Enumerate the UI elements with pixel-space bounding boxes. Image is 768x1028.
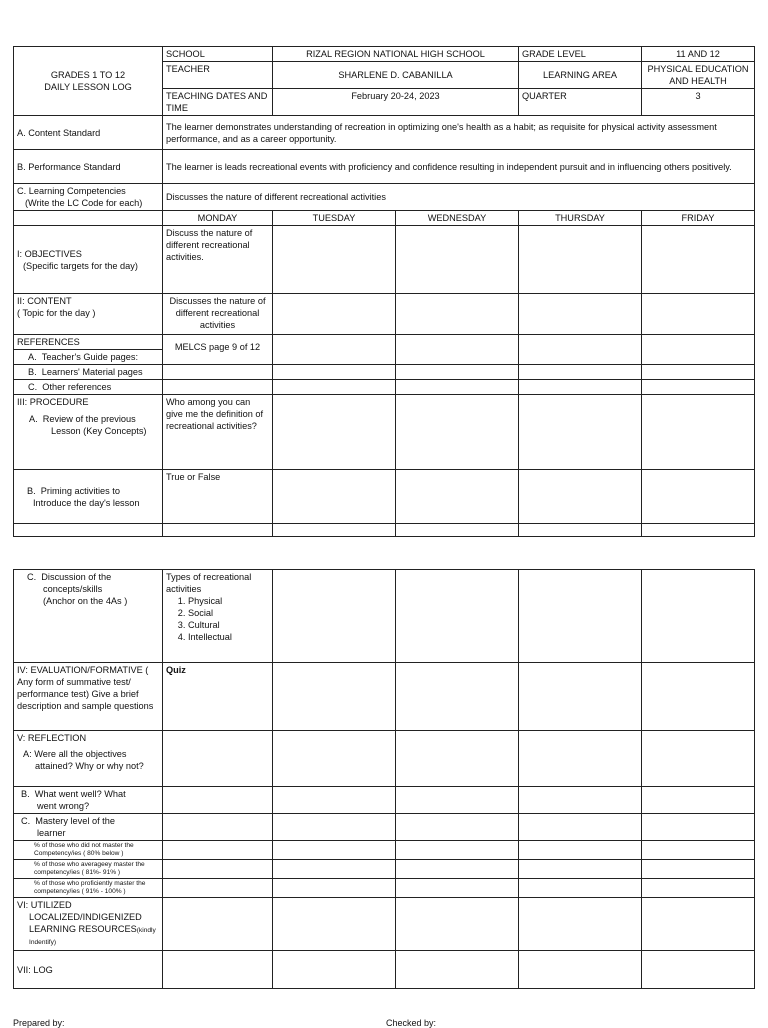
objectives-tuesday: [273, 226, 396, 294]
learners-material-wednesday: [396, 365, 519, 380]
priming-label-line2: Introduce the day's lesson: [33, 497, 140, 508]
review-tuesday: [273, 395, 396, 470]
content-thursday: [519, 294, 642, 335]
mastery-not-master-label: % of those who did not master the Competency/ies ( 80% below ): [14, 841, 163, 860]
learning-area-value: PHYSICAL EDUCATION AND HEALTH: [642, 62, 755, 89]
log-title-line1: GRADES 1 TO 12: [50, 70, 126, 80]
content-label-line2: ( Topic for the day ): [17, 308, 96, 318]
reflection-b-label: [14, 787, 163, 814]
average-monday: [163, 860, 273, 879]
review-label-line2: Lesson (Key Concepts): [51, 426, 147, 436]
references-label-text: REFERENCES: [17, 337, 80, 347]
other-references-label: C. Other references: [14, 380, 163, 395]
learners-material-friday: [642, 365, 755, 380]
blank-row-label: [14, 524, 163, 537]
performance-standard-value: The learner is leads recreational events with proficiency and confidence resulting in independent pursuit and in influencing others positively.: [163, 150, 755, 184]
learning-competencies-value: Discusses the nature of different recreational activities: [163, 184, 755, 211]
other-references-thursday: [519, 380, 642, 395]
learners-material-thursday: [519, 365, 642, 380]
other-references-monday: [163, 380, 273, 395]
log-title-line2: DAILY LESSON LOG: [44, 82, 132, 92]
objectives-label-line2: (Specific targets for the day): [23, 260, 138, 271]
reflection-a-tuesday: [273, 731, 396, 787]
blank-row-monday: [163, 524, 273, 537]
day-header-friday: FRIDAY: [642, 211, 755, 226]
list-item: 4. Intellectual: [188, 631, 269, 643]
reflection-b-line1: B. What went well? What: [21, 789, 126, 799]
prepared-by-label: Prepared by:: [13, 1018, 65, 1028]
not-master-thursday: [519, 841, 642, 860]
evaluation-tuesday: [273, 663, 396, 731]
log-label: VII: LOG: [14, 951, 163, 989]
performance-standard-label: B. Performance Standard: [14, 150, 163, 184]
not-master-monday: [163, 841, 273, 860]
priming-monday: True or False: [163, 470, 273, 524]
learners-material-monday: [163, 365, 273, 380]
teacher-value: SHARLENE D. CABANILLA: [273, 62, 519, 89]
references-wednesday: [396, 335, 519, 365]
references-monday: MELCS page 9 of 12: [163, 335, 273, 365]
proficient-wednesday: [396, 879, 519, 898]
reflection-a-line2: attained? Why or why not?: [35, 761, 144, 771]
learning-area-label: LEARNING AREA: [519, 62, 642, 89]
mastery-average-label: % of those who averageey master the competency/ies ( 81%- 91% ): [14, 860, 163, 879]
resources-tuesday: [273, 898, 396, 951]
priming-thursday: [519, 470, 642, 524]
mastery-proficient-label: % of those who proficiently master the competency/ies ( 91% - 100% ): [14, 879, 163, 898]
review-friday: [642, 395, 755, 470]
reflection-a-friday: [642, 731, 755, 787]
content-wednesday: [396, 294, 519, 335]
log-title: [14, 47, 163, 116]
evaluation-friday: [642, 663, 755, 731]
day-header-monday: MONDAY: [163, 211, 273, 226]
teachers-guide-label: A. Teacher's Guide pages:: [14, 350, 163, 365]
day-header-thursday: THURSDAY: [519, 211, 642, 226]
school-value: RIZAL REGION NATIONAL HIGH SCHOOL: [273, 47, 519, 62]
priming-label-line1: B. Priming activities to: [27, 485, 120, 496]
mastery-thursday: [519, 814, 642, 841]
evaluation-monday: Quiz: [163, 663, 273, 731]
log-friday: [642, 951, 755, 989]
other-references-wednesday: [396, 380, 519, 395]
reflection-a-monday: [163, 731, 273, 787]
references-thursday: [519, 335, 642, 365]
proficient-thursday: [519, 879, 642, 898]
resources-monday: [163, 898, 273, 951]
average-thursday: [519, 860, 642, 879]
review-label-line1: A. Review of the previous: [29, 414, 136, 424]
log-wednesday: [396, 951, 519, 989]
priming-friday: [642, 470, 755, 524]
quarter-value: 3: [642, 89, 755, 116]
resources-label-line2: LOCALIZED/INDIGENIZED: [29, 912, 142, 922]
reflection-a-line1: A: Were all the objectives: [23, 749, 127, 759]
learners-material-tuesday: [273, 365, 396, 380]
average-friday: [642, 860, 755, 879]
objectives-friday: [642, 226, 755, 294]
discussion-wednesday: [396, 570, 519, 663]
content-friday: [642, 294, 755, 335]
resources-thursday: [519, 898, 642, 951]
grade-level-value: 11 AND 12: [642, 47, 755, 62]
discussion-label-line3: (Anchor on the 4As ): [43, 596, 128, 606]
discussion-label: [14, 570, 163, 663]
objectives-thursday: [519, 226, 642, 294]
objectives-wednesday: [396, 226, 519, 294]
resources-wednesday: [396, 898, 519, 951]
reflection-b-wednesday: [396, 787, 519, 814]
learning-competencies-label: [14, 184, 163, 211]
reflection-b-tuesday: [273, 787, 396, 814]
discussion-monday-heading: Types of recreational activities: [166, 572, 252, 594]
resources-label: [14, 898, 163, 951]
not-master-wednesday: [396, 841, 519, 860]
school-label: SCHOOL: [163, 47, 273, 62]
teaching-dates-label: TEACHING DATES AND TIME: [163, 89, 273, 116]
recreational-types-list: [166, 595, 269, 643]
objectives-label: [14, 226, 163, 294]
lc-label-line1: C. Learning Competencies: [17, 186, 126, 196]
resources-label-line1: VI: UTILIZED: [17, 900, 72, 910]
lesson-log-table-page-1: [13, 46, 755, 537]
content-monday: Discusses the nature of different recreational activities: [163, 294, 273, 335]
reflection-a-thursday: [519, 731, 642, 787]
review-wednesday: [396, 395, 519, 470]
proficient-friday: [642, 879, 755, 898]
day-header-tuesday: TUESDAY: [273, 211, 396, 226]
log-monday: [163, 951, 273, 989]
objectives-monday: Discuss the nature of different recreational activities.: [163, 226, 273, 294]
discussion-monday: [163, 570, 273, 663]
priming-wednesday: [396, 470, 519, 524]
list-item: 2. Social: [188, 607, 269, 619]
review-thursday: [519, 395, 642, 470]
average-wednesday: [396, 860, 519, 879]
mastery-tuesday: [273, 814, 396, 841]
proficient-monday: [163, 879, 273, 898]
day-header-wednesday: WEDNESDAY: [396, 211, 519, 226]
mastery-label-line2: learner: [37, 828, 66, 838]
other-references-tuesday: [273, 380, 396, 395]
priming-label: [14, 470, 163, 524]
checked-by-label: Checked by:: [386, 1018, 437, 1028]
blank-row-thursday: [519, 524, 642, 537]
lc-label-line2: (Write the LC Code for each): [25, 198, 143, 208]
evaluation-wednesday: [396, 663, 519, 731]
learners-material-label: B. Learners' Material pages: [14, 365, 163, 380]
teacher-label: TEACHER: [163, 62, 273, 89]
content-standard-value: The learner demonstrates understanding of recreation in optimizing one's health as a habit; as requisite for physical activity assessment performance, and as a career opportunity.: [163, 116, 755, 150]
list-item: 3. Cultural: [188, 619, 269, 631]
average-tuesday: [273, 860, 396, 879]
teaching-dates-value: February 20-24, 2023: [273, 89, 519, 116]
evaluation-label: IV: EVALUATION/FORMATIVE ( Any form of summative test/ performance test) Give a brief description and sample questions: [14, 663, 163, 731]
mastery-monday: [163, 814, 273, 841]
discussion-tuesday: [273, 570, 396, 663]
discussion-label-line1: C. Discussion of the: [27, 572, 112, 582]
evaluation-thursday: [519, 663, 642, 731]
resources-label-small: (kindly Indentify): [29, 927, 156, 946]
discussion-label-line2: concepts/skills: [43, 584, 103, 594]
references-friday: [642, 335, 755, 365]
reflection-b-line2: went wrong?: [37, 801, 90, 811]
proficient-tuesday: [273, 879, 396, 898]
mastery-wednesday: [396, 814, 519, 841]
review-monday: Who among you can give me the definition of recreational activities?: [163, 395, 273, 470]
not-master-tuesday: [273, 841, 396, 860]
reflection-a-wednesday: [396, 731, 519, 787]
list-item: 1. Physical: [188, 595, 269, 607]
reflection-b-monday: [163, 787, 273, 814]
blank-row-friday: [642, 524, 755, 537]
references-label: [14, 335, 163, 350]
not-master-friday: [642, 841, 755, 860]
resources-label-line3-wrap: [17, 923, 159, 947]
mastery-friday: [642, 814, 755, 841]
mastery-level-label: [14, 814, 163, 841]
log-tuesday: [273, 951, 396, 989]
resources-label-line3: LEARNING RESOURCES: [29, 924, 137, 934]
grade-level-label: GRADE LEVEL: [519, 47, 642, 62]
reflection-b-friday: [642, 787, 755, 814]
reflection-b-thursday: [519, 787, 642, 814]
content-label-line1: II: CONTENT: [17, 296, 72, 306]
quarter-label: QUARTER: [519, 89, 642, 116]
priming-tuesday: [273, 470, 396, 524]
content-standard-label: A. Content Standard: [14, 116, 163, 150]
blank-row-tuesday: [273, 524, 396, 537]
discussion-friday: [642, 570, 755, 663]
lesson-log-table-page-2: [13, 569, 755, 989]
blank-row-wednesday: [396, 524, 519, 537]
mastery-label-line1: C. Mastery level of the: [21, 816, 115, 826]
procedure-review-label: [14, 395, 163, 470]
procedure-label: III: PROCEDURE: [17, 397, 89, 407]
day-header-blank: [14, 211, 163, 226]
content-label: [14, 294, 163, 335]
resources-friday: [642, 898, 755, 951]
reflection-label-text: V: REFLECTION: [17, 733, 87, 743]
reflection-label: [14, 731, 163, 787]
references-tuesday: [273, 335, 396, 365]
objectives-label-line1: I: OBJECTIVES: [17, 248, 82, 259]
log-thursday: [519, 951, 642, 989]
other-references-friday: [642, 380, 755, 395]
discussion-thursday: [519, 570, 642, 663]
content-tuesday: [273, 294, 396, 335]
